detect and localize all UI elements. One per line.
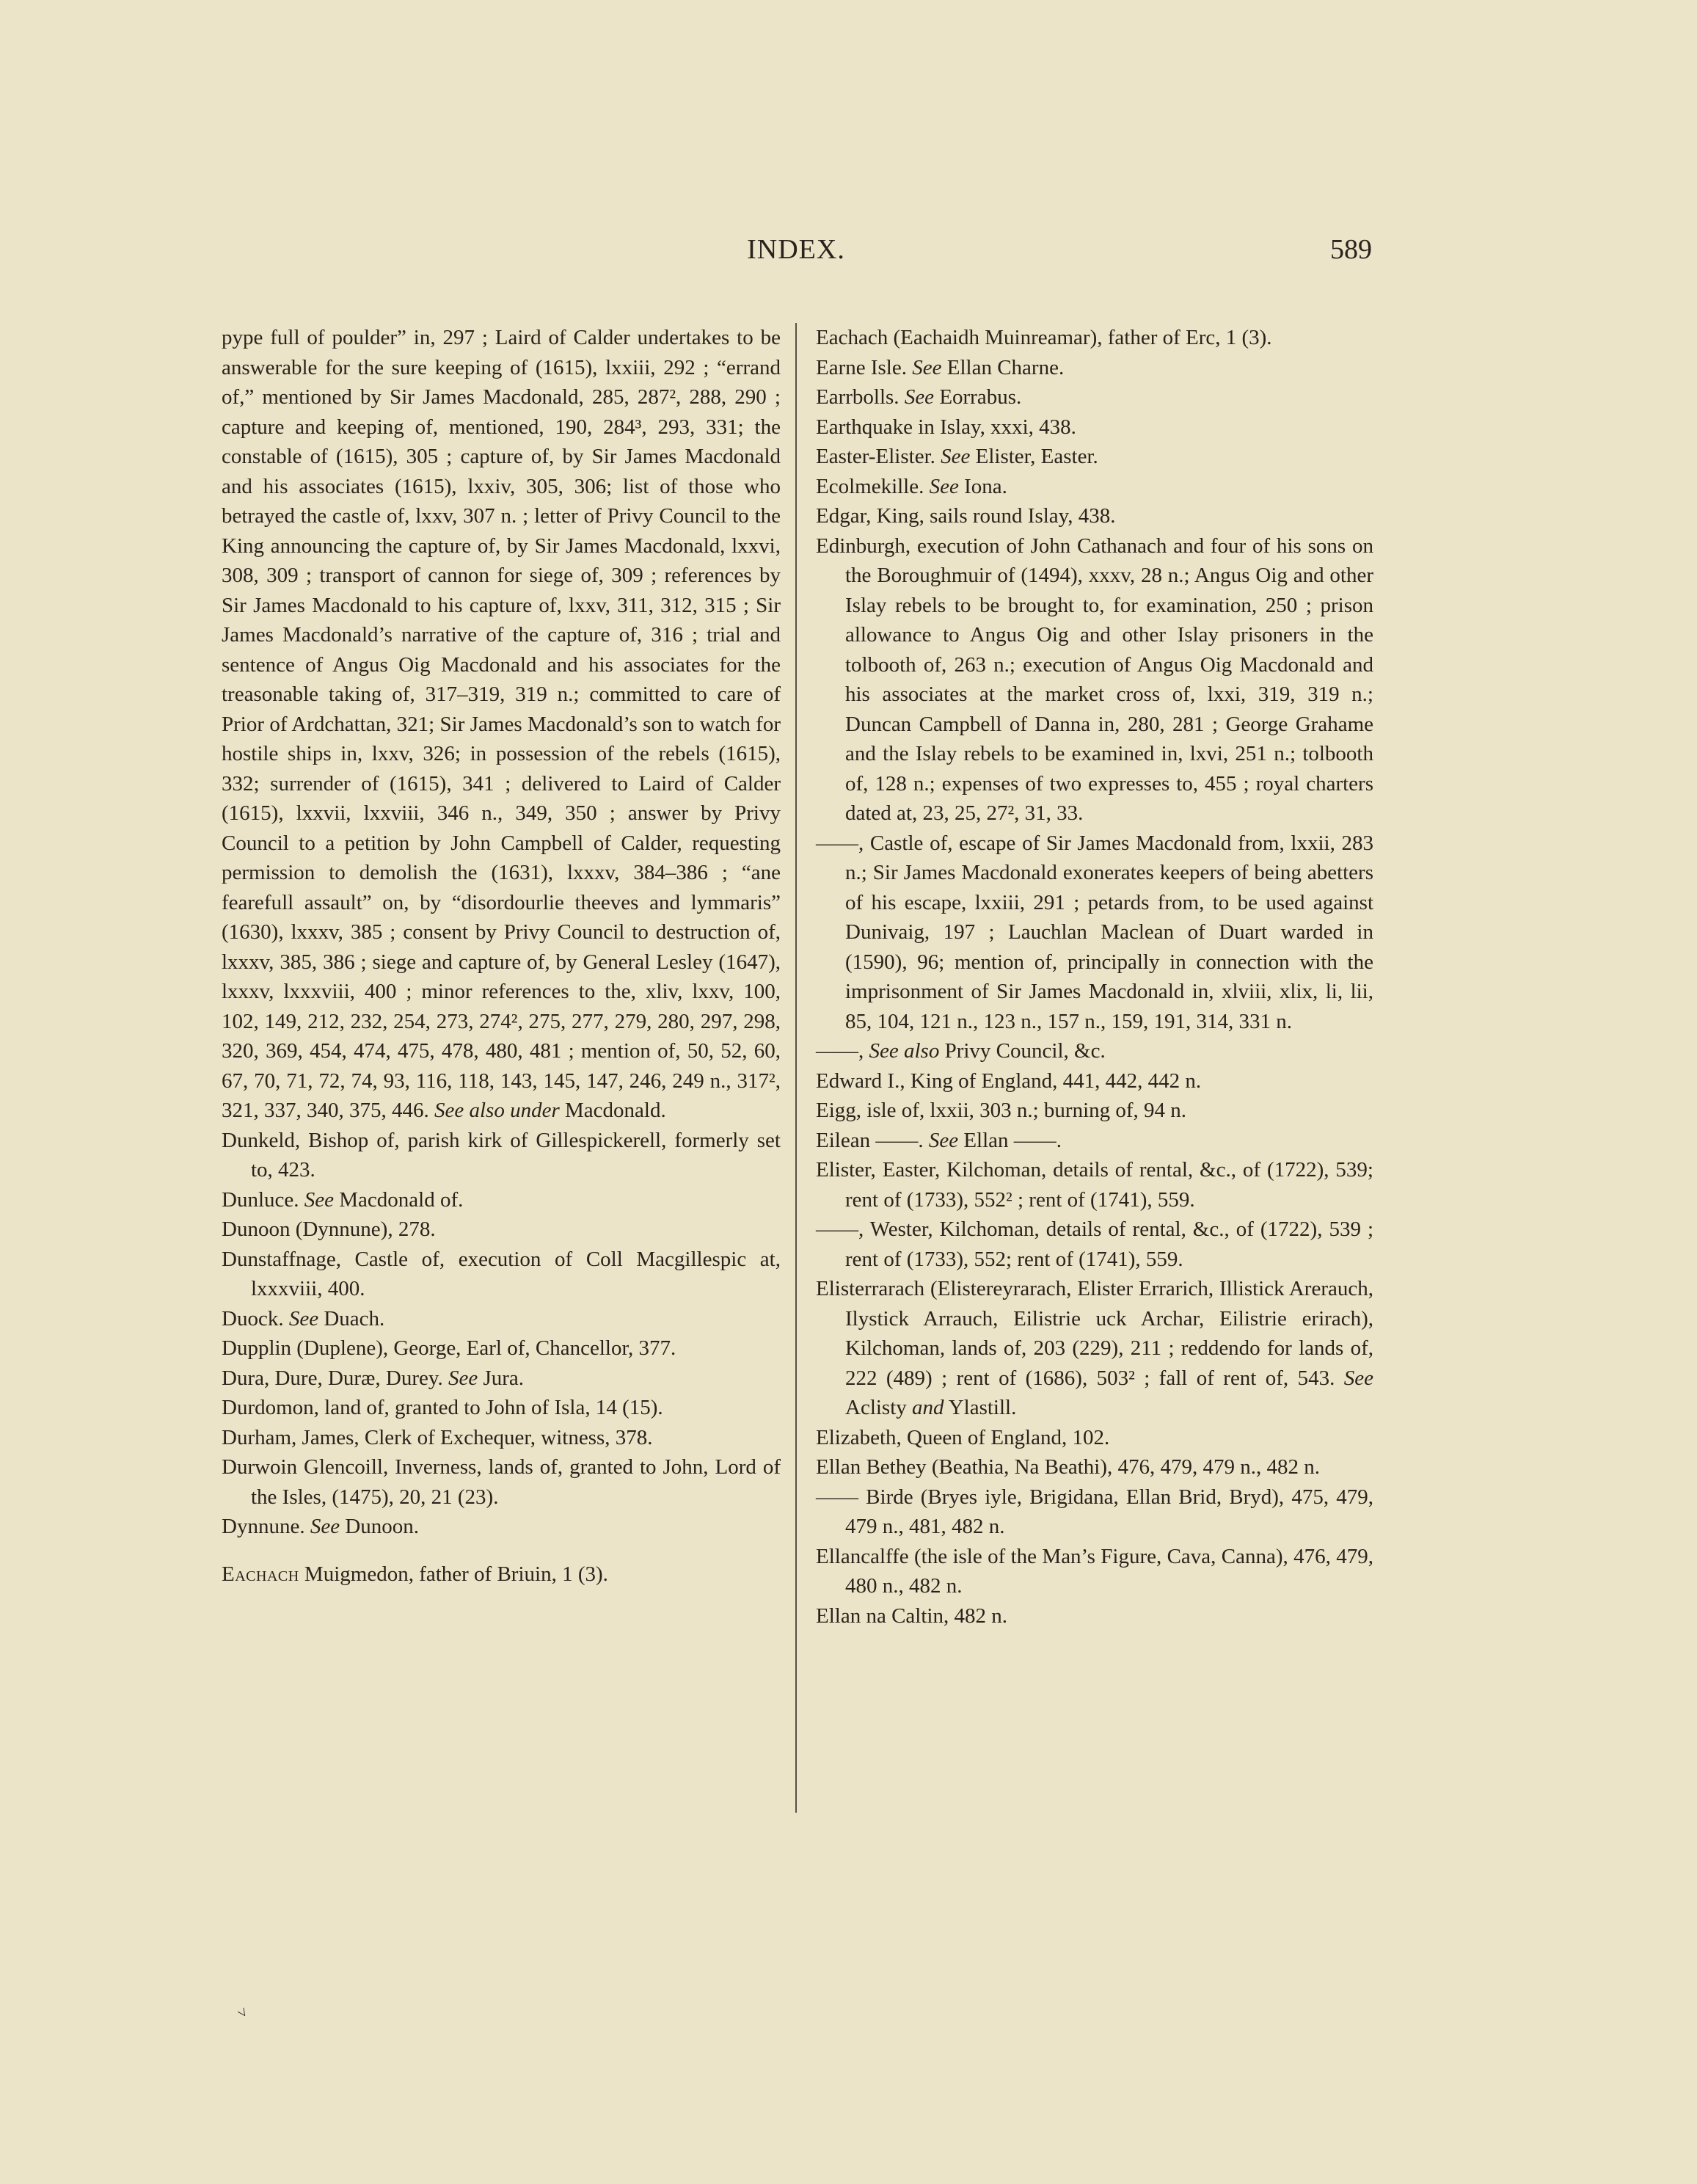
index-entry: Edward I., King of England, 441, 442, 442 n. xyxy=(816,1069,1202,1093)
index-entry: Elisterrarach (Elistereyrarach, Elister Errarich, Illistick Arerauch, Ilystick Arrauch, Eilistrie uck Archar, Eilistrie erirach), Kilchoman, lands of, 203 (229), 211 ; reddendo for lands of, 222 (489) ; rent of (1686), 503² ; fall of rent of, 543. See Aclisty and Ylastill. xyxy=(816,1277,1373,1419)
index-entry: Elizabeth, Queen of England, 102. xyxy=(816,1425,1110,1449)
index-entry: Dunluce. See Macdonald of. xyxy=(222,1187,464,1212)
index-entry: Durdomon, land of, granted to John of Isla, 14 (15). xyxy=(222,1396,663,1419)
index-entry: Ellancalffe (the isle of the Man’s Figure, Cava, Canna), 476, 479, 480 n., 482 n. xyxy=(816,1544,1373,1598)
index-entry: Dynnune. See Dunoon. xyxy=(222,1515,420,1538)
stray-ink-mark: ˅ xyxy=(233,2002,252,2023)
index-entry: Earne Isle. See Ellan Charne. xyxy=(816,355,1065,379)
page-header xyxy=(220,233,1372,277)
index-entry: Durham, James, Clerk of Exchequer, witness, 378. xyxy=(222,1425,653,1449)
index-entry: ——, Castle of, escape of Sir James Macdonald from, lxxii, 283 n.; Sir James Macdonald exonerates keepers of being abetters of his escape, lxxiii, 291 ; petards from, to be used against Dunivaig, 197 ; Lauchlan Maclean of Duart warded in (1590), 96; mention of, principally in connection with the imprisonment of Sir James Macdonald in, xlviii, xlix, li, lii, 85, 104, 121 n., 123 n., 157 n., 159, 191, 314, 331 n. xyxy=(816,831,1373,1033)
index-entry: Earthquake in Islay, xxxi, 438. xyxy=(816,415,1076,439)
index-entry: Edgar, King, sails round Islay, 438. xyxy=(816,504,1116,528)
index-entry: —— Birde (Bryes iyle, Brigidana, Ellan Brid, Bryd), 475, 479, 479 n., 481, 482 n. xyxy=(816,1485,1373,1538)
page-number: 589 xyxy=(1330,234,1372,265)
index-column-right xyxy=(816,323,1373,1631)
running-head: INDEX. xyxy=(747,234,845,265)
index-entry: Eilean ——. See Ellan ——. xyxy=(816,1128,1062,1152)
index-entry: Easter-Elister. See Elister, Easter. xyxy=(816,445,1098,468)
index-entry: Dunstaffnage, Castle of, execution of Coll Macgillespic at, lxxxviii, 400. xyxy=(222,1247,781,1300)
index-entry: Elister, Easter, Kilchoman, details of rental, &c., of (1722), 539; rent of (1733), 552² ; rent of (1741), 559. xyxy=(816,1158,1373,1212)
index-entry-letter-e: Eachach Muigmedon, father of Briuin, 1 (3). xyxy=(222,1562,608,1586)
index-entry: Dunoon (Dynnune), 278. xyxy=(222,1217,436,1241)
index-entry: Ecolmekille. See Iona. xyxy=(816,474,1007,498)
index-entry: Eigg, isle of, lxxii, 303 n.; burning of, 94 n. xyxy=(816,1099,1187,1122)
index-entry: Ellan na Caltin, 482 n. xyxy=(816,1604,1007,1628)
index-entry: Dunkeld, Bishop of, parish kirk of Gillespickerell, formerly set to, 423. xyxy=(222,1128,781,1182)
index-entry: Duock. See Duach. xyxy=(222,1306,385,1331)
index-entry: ——, See also Privy Council, &c. xyxy=(816,1039,1106,1063)
index-entry: Ellan Bethey (Beathia, Na Beathi), 476, 479, 479 n., 482 n. xyxy=(816,1455,1320,1479)
index-entry-continuation: pype full of poulder” in, 297 ; Laird of Calder undertakes to be answerable for the sure keeping of (1615), lxxiii, 292 ; “errand of,” mentioned by Sir James Macdonald, 285, 287², 288, 290 ; capture and keeping of, mentioned, 190, 284³, 293, 331; the constable of (1615), 305 ; capture of, by Sir James Macdonald and his associates (1615), lxxiv, 305, 306; list of those who betrayed the castle of, lxxv, 307 n. ; letter of Privy Council to the King announcing the capture of, by Sir James Macdonald, lxxvi, 308, 309 ; transport of cannon for siege of, 309 ; references by Sir James Macdonald to his capture of, lxxv, 311, 312, 315 ; Sir James Macdonald’s narrative of the capture of, 316 ; trial and sentence of Angus Oig Macdonald and his associates for the treasonable taking of, 317–319, 319 n.; committed to care of Prior of Ardchattan, 321; Sir James Macdonald’s son to watch for hostile ships in, lxxv, 326; in possession of the rebels (1615), 332; surrender of (1615), 341 ; delivered to Laird of Calder (1615), lxxvii, lxxviii, 346 n., 349, 350 ; answer by Privy Council to a petition by John Campbell of Calder, requesting permission to demolish the (1631), lxxxv, 384–386 ; “ane fearefull assault” on, by “disordourlie theeves and lymmaris” (1630), lxxxv, 385 ; consent by Privy Council to destruction of, lxxxv, 385, 386 ; siege and capture of, by General Lesley (1647), lxxxv, lxxxviii, 400 ; minor references to the, xliv, lxxv, 100, 102, 149, 212, 232, 254, 273, 274², 275, 277, 279, 280, 297, 298, 320, 369, 454, 474, 475, 478, 480, 481 ; mention of, 50, 52, 60, 67, 70, 71, 72, 74, 93, 116, 118, 143, 145, 147, 246, 249 n., 317², 321, 337, 340, 375, 446. See also under Macdonald. xyxy=(222,326,781,1122)
index-entry: ——, Wester, Kilchoman, details of rental, &c., of (1722), 539 ; rent of (1733), 552; rent of (1741), 559. xyxy=(816,1217,1373,1271)
index-entry: Dura, Dure, Duræ, Durey. See Jura. xyxy=(222,1366,525,1390)
index-column-left xyxy=(222,323,781,1589)
index-entry: Dupplin (Duplene), George, Earl of, Chancellor, 377. xyxy=(222,1336,676,1360)
index-entry: Durwoin Glencoill, Inverness, lands of, granted to John, Lord of the Isles, (1475), 20, 21 (23). xyxy=(222,1455,781,1509)
index-entry: Edinburgh, execution of John Cathanach and four of his sons on the Boroughmuir of (1494), xxxv, 28 n.; Angus Oig and other Islay rebels to be brought to, for examination, 250 ; prison allowance to Angus Oig and other Islay prisoners in the tolbooth of, 263 n.; execution of Angus Oig Macdonald and his associates at the market cross of, lxxi, 319, 319 n.; Duncan Campbell of Danna in, 280, 281 ; George Grahame and the Islay rebels to be examined in, lxvi, 251 n.; tolbooth of, 128 n.; expenses of two expresses to, 455 ; royal charters dated at, 23, 25, 27², 31, 33. xyxy=(816,534,1373,825)
index-entry: Eachach (Eachaidh Muinreamar), father of Erc, 1 (3). xyxy=(816,326,1272,349)
index-entry: Earrbolls. See Eorrabus. xyxy=(816,385,1022,409)
column-divider xyxy=(795,323,797,1813)
